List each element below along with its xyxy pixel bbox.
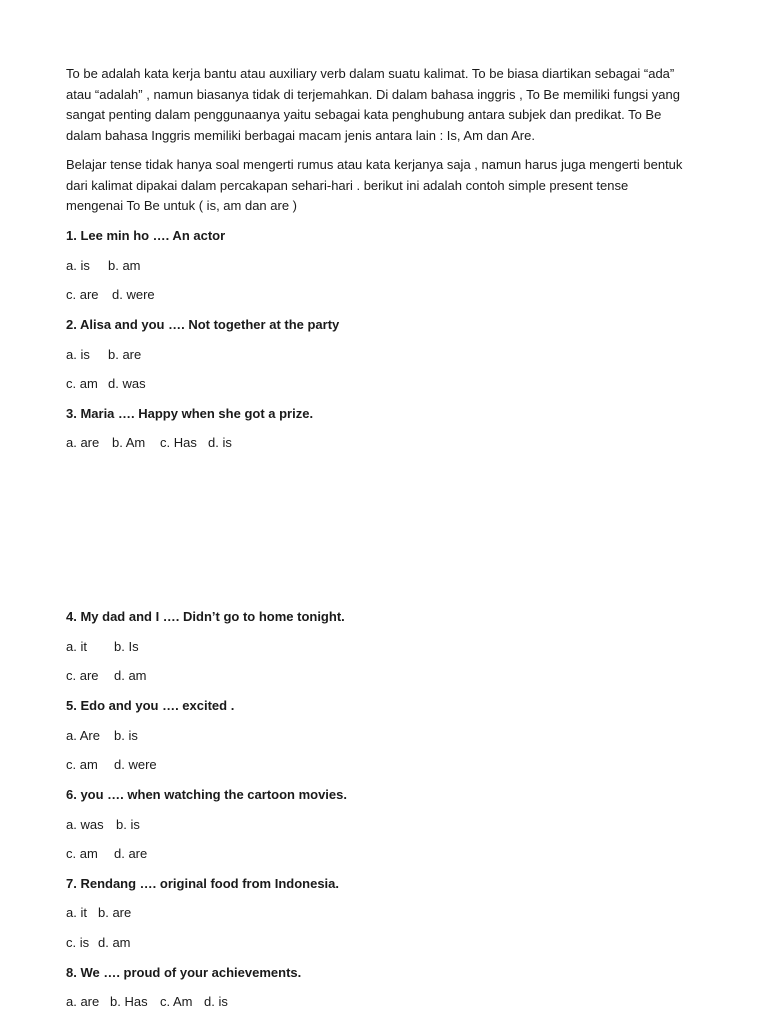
question-7-options-row-1 <box>66 905 131 921</box>
intro-line: Belajar tense tidak hanya soal mengerti rumus atau kata kerjanya saja , namun harus juga mengerti bentuk <box>66 157 683 172</box>
option: a. was <box>66 817 104 832</box>
option: b. are <box>108 347 142 362</box>
question-1: 1. Lee min ho …. An actor <box>66 228 226 243</box>
intro-line: atau “adalah” , namun biasanya tidak di terjemahkan. Di dalam bahasa inggris , To Be memiliki fungsi yang <box>66 86 680 102</box>
option: a. it <box>66 905 87 920</box>
intro-line: dalam bahasa Inggris memiliki berbagai macam jenis antara lain : Is, Am dan Are. <box>66 127 535 143</box>
question-5: 5. Edo and you …. excited . <box>66 698 235 713</box>
option: c. are <box>66 287 99 302</box>
option: b. am <box>108 258 141 273</box>
option: c. are <box>66 668 99 683</box>
intro-line: sangat penting dalam penggunaanya yaitu sebagai kata penghubung antara subjek dan predikat. To Be <box>66 107 662 122</box>
question-6: 6. you …. when watching the cartoon movies. <box>66 787 347 802</box>
option: c. Am <box>160 994 193 1009</box>
question-3-options-row-1 <box>66 435 232 451</box>
option: d. am <box>114 668 147 683</box>
question-7: 7. Rendang …. original food from Indonesia. <box>66 876 340 891</box>
option: d. was <box>108 376 146 391</box>
option: a. are <box>66 994 100 1009</box>
question-7-options-row-2 <box>66 935 131 951</box>
option: d. are <box>114 846 148 861</box>
question-4-options-row-2 <box>66 668 147 684</box>
option: d. were <box>114 757 157 772</box>
option: c. Has <box>160 435 197 450</box>
question-6-options-row-1 <box>66 817 140 833</box>
question-1-options-row-2 <box>66 287 155 303</box>
intro-line: mengenai To Be untuk ( is, am dan are ) <box>66 198 297 213</box>
option: a. are <box>66 435 100 450</box>
option: b. is <box>114 728 138 743</box>
option: c. am <box>66 376 98 391</box>
option: d. is <box>204 994 228 1009</box>
option: b. are <box>98 905 132 920</box>
question-1-options-row-1 <box>66 258 141 274</box>
option: a. Are <box>66 728 100 743</box>
option: c. am <box>66 757 98 772</box>
option: c. am <box>66 846 98 861</box>
option: d. is <box>208 435 232 450</box>
question-6-options-row-2 <box>66 846 147 862</box>
question-8: 8. We …. proud of your achievements. <box>66 965 302 980</box>
option: b. Is <box>114 639 139 654</box>
intro-line: dari kalimat dipakai dalam percakapan sehari-hari . berikut ini adalah contoh simple present tense <box>66 177 629 193</box>
question-2-options-row-1 <box>66 347 141 363</box>
question-4: 4. My dad and I …. Didn’t go to home tonight. <box>66 609 345 624</box>
option: c. is <box>66 935 90 950</box>
question-4-options-row-1 <box>66 639 139 655</box>
option: b. is <box>116 817 140 832</box>
intro-paragraph-1 <box>66 64 716 146</box>
option: d. were <box>112 287 155 302</box>
question-5-options-row-2 <box>66 757 157 773</box>
question-2-options-row-2 <box>66 376 146 392</box>
option: b. Am <box>112 435 146 450</box>
question-5-options-row-1 <box>66 728 138 744</box>
intro-line: To be adalah kata kerja bantu atau auxiliary verb dalam suatu kalimat. To be biasa diartikan sebagai “ada” <box>66 66 675 81</box>
question-8-options-row-1 <box>66 994 228 1010</box>
option: d. am <box>98 935 131 950</box>
question-3: 3. Maria …. Happy when she got a prize. <box>66 406 314 421</box>
option: a. is <box>66 347 90 362</box>
intro-paragraph-2 <box>66 155 716 217</box>
option: a. is <box>66 258 90 273</box>
question-2: 2. Alisa and you …. Not together at the party <box>66 317 340 332</box>
option: b. Has <box>110 994 148 1009</box>
option: a. it <box>66 639 87 654</box>
